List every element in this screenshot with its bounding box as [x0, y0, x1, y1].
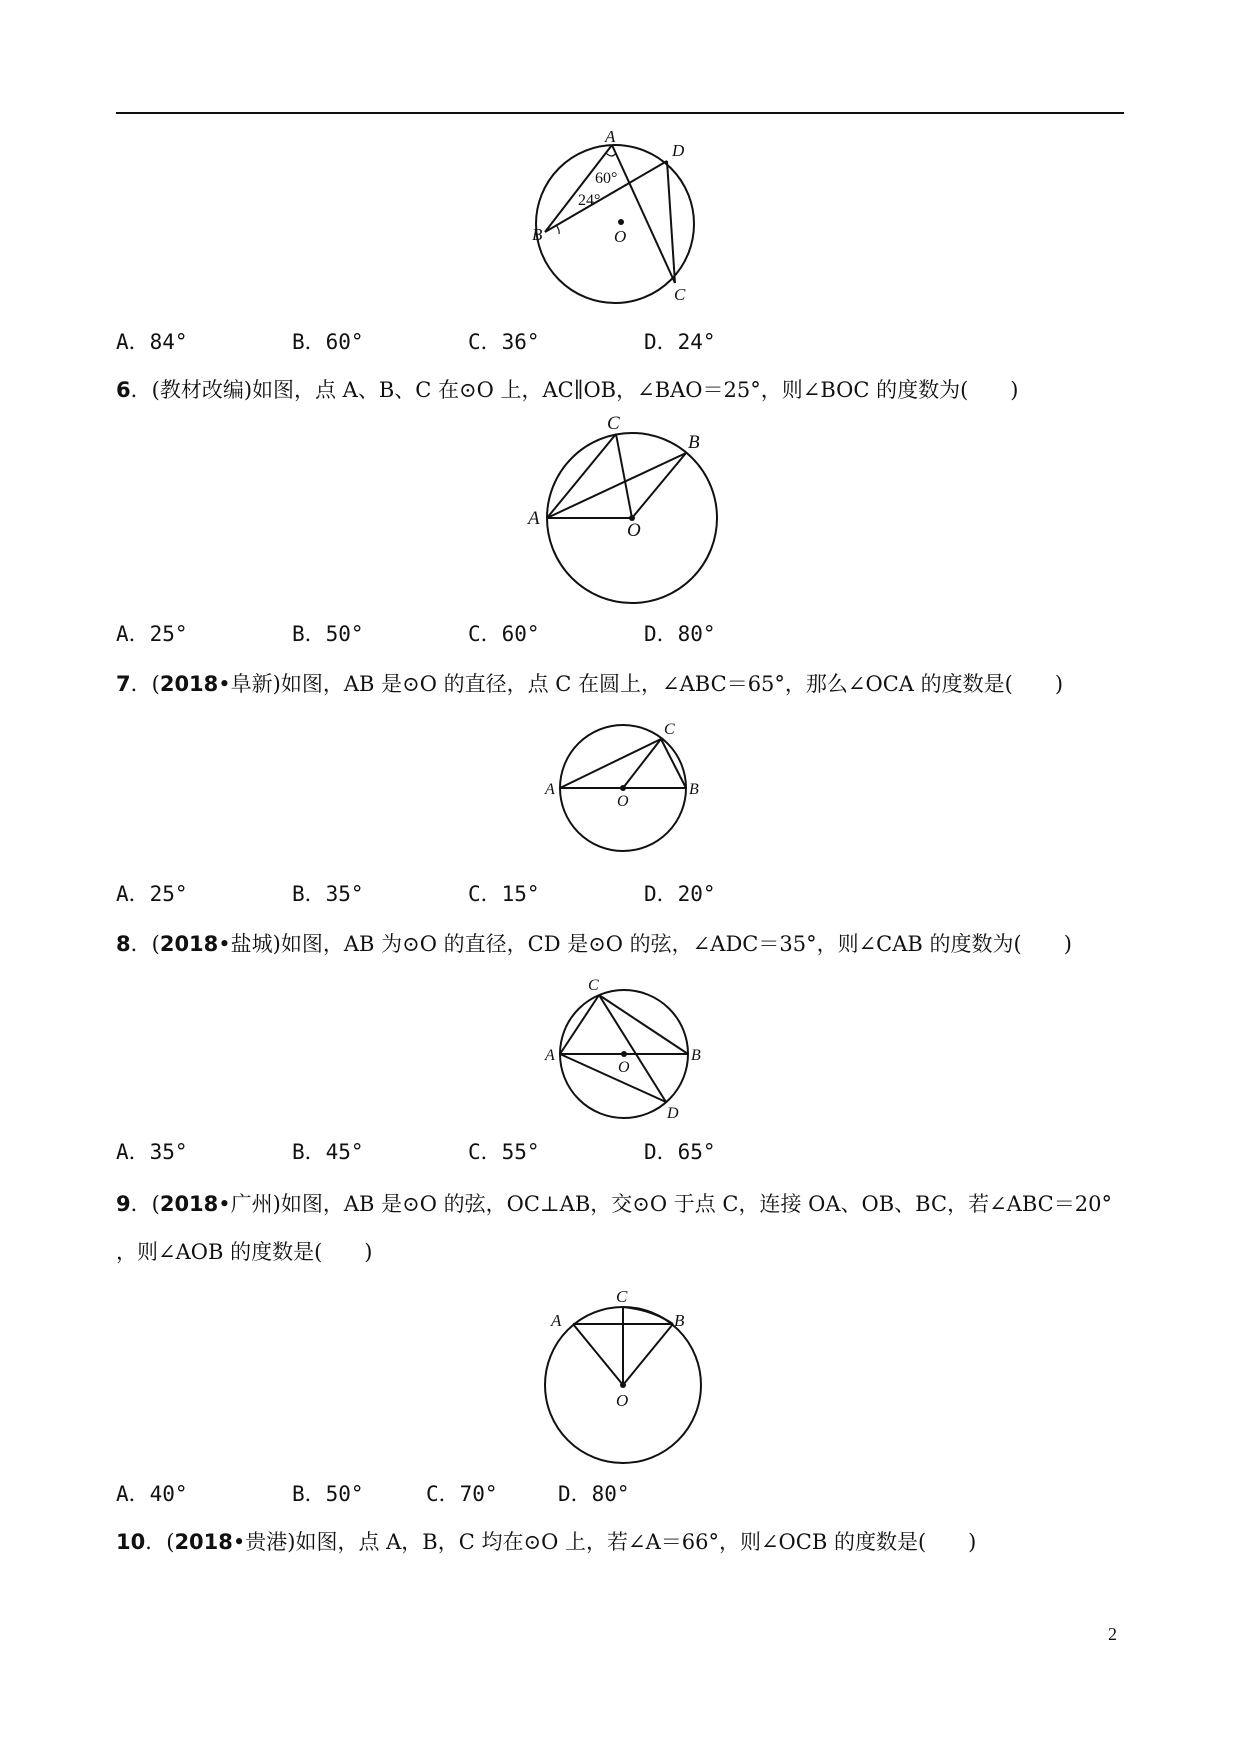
segment-ob [623, 1324, 673, 1385]
question-9-line-2 [116, 1236, 372, 1266]
question-10-text: •贵港)如图，点 A，B，C 均在⊙O 上，若∠A＝66°，则∠OCB 的度数是( ) [232, 1530, 977, 1554]
angle-label-b: 24° [578, 192, 601, 209]
q5-choice-a: A．84° [116, 330, 188, 354]
question-7-number: 7 [116, 672, 131, 696]
label-o: O [614, 227, 627, 246]
figure-q5-svg [520, 126, 720, 306]
chord-bc [623, 1307, 673, 1324]
label-o: O [617, 793, 629, 810]
label-c: C [664, 721, 675, 738]
q7-choice-c: C．15° [468, 882, 540, 906]
q7-choice-a: A．25° [116, 882, 188, 906]
q8-choice-c: C．55° [468, 1140, 540, 1164]
chord-ac [560, 995, 599, 1054]
q8-choice-b: B．45° [292, 1140, 364, 1164]
question-9-text: •广州)如图，AB 是⊙O 的弦，OC⊥AB，交⊙O 于点 C，连接 OA、OB、BC，若∠ABC＝20° [218, 1192, 1112, 1216]
label-o: O [627, 520, 641, 541]
question-9-text-line-2: ，则∠AOB 的度数是( ) [116, 1240, 373, 1264]
label-c: C [588, 977, 599, 994]
header-rule [116, 112, 1124, 114]
question-9-year: 2018 [159, 1192, 219, 1216]
question-8 [116, 928, 1072, 958]
chord-ab [545, 145, 612, 232]
center-dot [621, 1051, 627, 1057]
label-a: A [551, 1311, 562, 1330]
label-a: A [605, 127, 616, 146]
q8-choice-d: D．65° [644, 1140, 716, 1164]
q9-choice-d: D．80° [558, 1482, 630, 1506]
angle-label-a: 60° [595, 170, 618, 187]
question-6-number: 6 [116, 378, 131, 402]
label-b: B [532, 225, 543, 244]
label-o: O [616, 1391, 629, 1410]
figure-q6 [520, 412, 730, 612]
figure-q6-svg [520, 412, 730, 612]
figure-q9 [530, 1282, 720, 1472]
angle-arc-a [606, 153, 616, 156]
q6-choice-a: A．25° [116, 622, 188, 646]
question-10 [116, 1526, 976, 1556]
label-c: C [674, 285, 686, 304]
label-c: C [607, 413, 620, 434]
question-8-text-pre: ．( [130, 932, 160, 956]
label-b: B [691, 1047, 701, 1064]
center-dot [620, 1382, 626, 1388]
figure-q8 [530, 970, 720, 1120]
question-6 [116, 374, 1019, 404]
question-10-year: 2018 [174, 1530, 233, 1554]
question-10-text-pre: ．( [145, 1530, 175, 1554]
q6-choice-b: B．50° [292, 622, 364, 646]
figure-q9-svg [530, 1282, 720, 1472]
label-a: A [545, 1047, 555, 1064]
label-a: A [528, 508, 540, 529]
q5-choice-c: C．36° [468, 330, 540, 354]
q7-choice-b: B．35° [292, 882, 364, 906]
question-10-number: 10 [116, 1530, 146, 1554]
question-8-text: •盐城)如图，AB 为⊙O 的直径，CD 是⊙O 的弦，∠ADC＝35°，则∠CAB 的度数为( ) [218, 932, 1072, 956]
angle-arc-b [556, 225, 559, 234]
segment-oc [623, 739, 661, 788]
q9-choice-c: C．70° [426, 1482, 498, 1506]
label-c: C [616, 1287, 628, 1306]
chord-ac [612, 145, 675, 283]
label-b: B [689, 781, 699, 798]
q6-choice-d: D．80° [644, 622, 716, 646]
figure-q8-svg [530, 970, 720, 1120]
question-7-text-pre: ．( [130, 672, 160, 696]
q5-choice-d: D．24° [644, 330, 716, 354]
q6-choice-c: C．60° [468, 622, 540, 646]
center-dot [620, 785, 626, 791]
label-a: A [545, 781, 555, 798]
question-9-text-pre: ．( [130, 1192, 160, 1216]
q9-choice-b: B．50° [292, 1482, 364, 1506]
q9-choice-a: A．40° [116, 1482, 188, 1506]
q7-choice-d: D．20° [644, 882, 716, 906]
label-d: D [672, 141, 685, 160]
question-8-year: 2018 [159, 932, 219, 956]
figure-q7-svg [530, 712, 720, 862]
question-9 [116, 1188, 1112, 1218]
segment-oa [573, 1324, 623, 1385]
q8-choice-a: A．35° [116, 1140, 188, 1164]
question-8-number: 8 [116, 932, 131, 956]
segment-co [616, 434, 632, 518]
center-dot [618, 219, 624, 225]
question-6-text: ．(教材改编)如图，点 A、B、C 在⊙O 上，AC∥OB，∠BAO＝25°，则∠BOC 的度数为( ) [130, 378, 1019, 402]
segment-bo [632, 453, 686, 518]
figure-q5 [520, 126, 720, 306]
figure-q7 [530, 712, 720, 862]
question-9-number: 9 [116, 1192, 131, 1216]
question-7 [116, 668, 1063, 698]
chord-dc [667, 161, 675, 283]
q5-choice-b: B．60° [292, 330, 364, 354]
label-o: O [618, 1059, 630, 1076]
chord-cb [599, 995, 688, 1054]
question-7-text: •阜新)如图，AB 是⊙O 的直径，点 C 在圆上，∠ABC＝65°，那么∠OCA 的度数是( ) [218, 672, 1064, 696]
chord-cb [661, 739, 686, 788]
page-number: 2 [1108, 1624, 1117, 1644]
label-b: B [688, 432, 700, 453]
question-7-year: 2018 [159, 672, 219, 696]
label-d: D [667, 1105, 679, 1122]
label-b: B [674, 1311, 685, 1330]
